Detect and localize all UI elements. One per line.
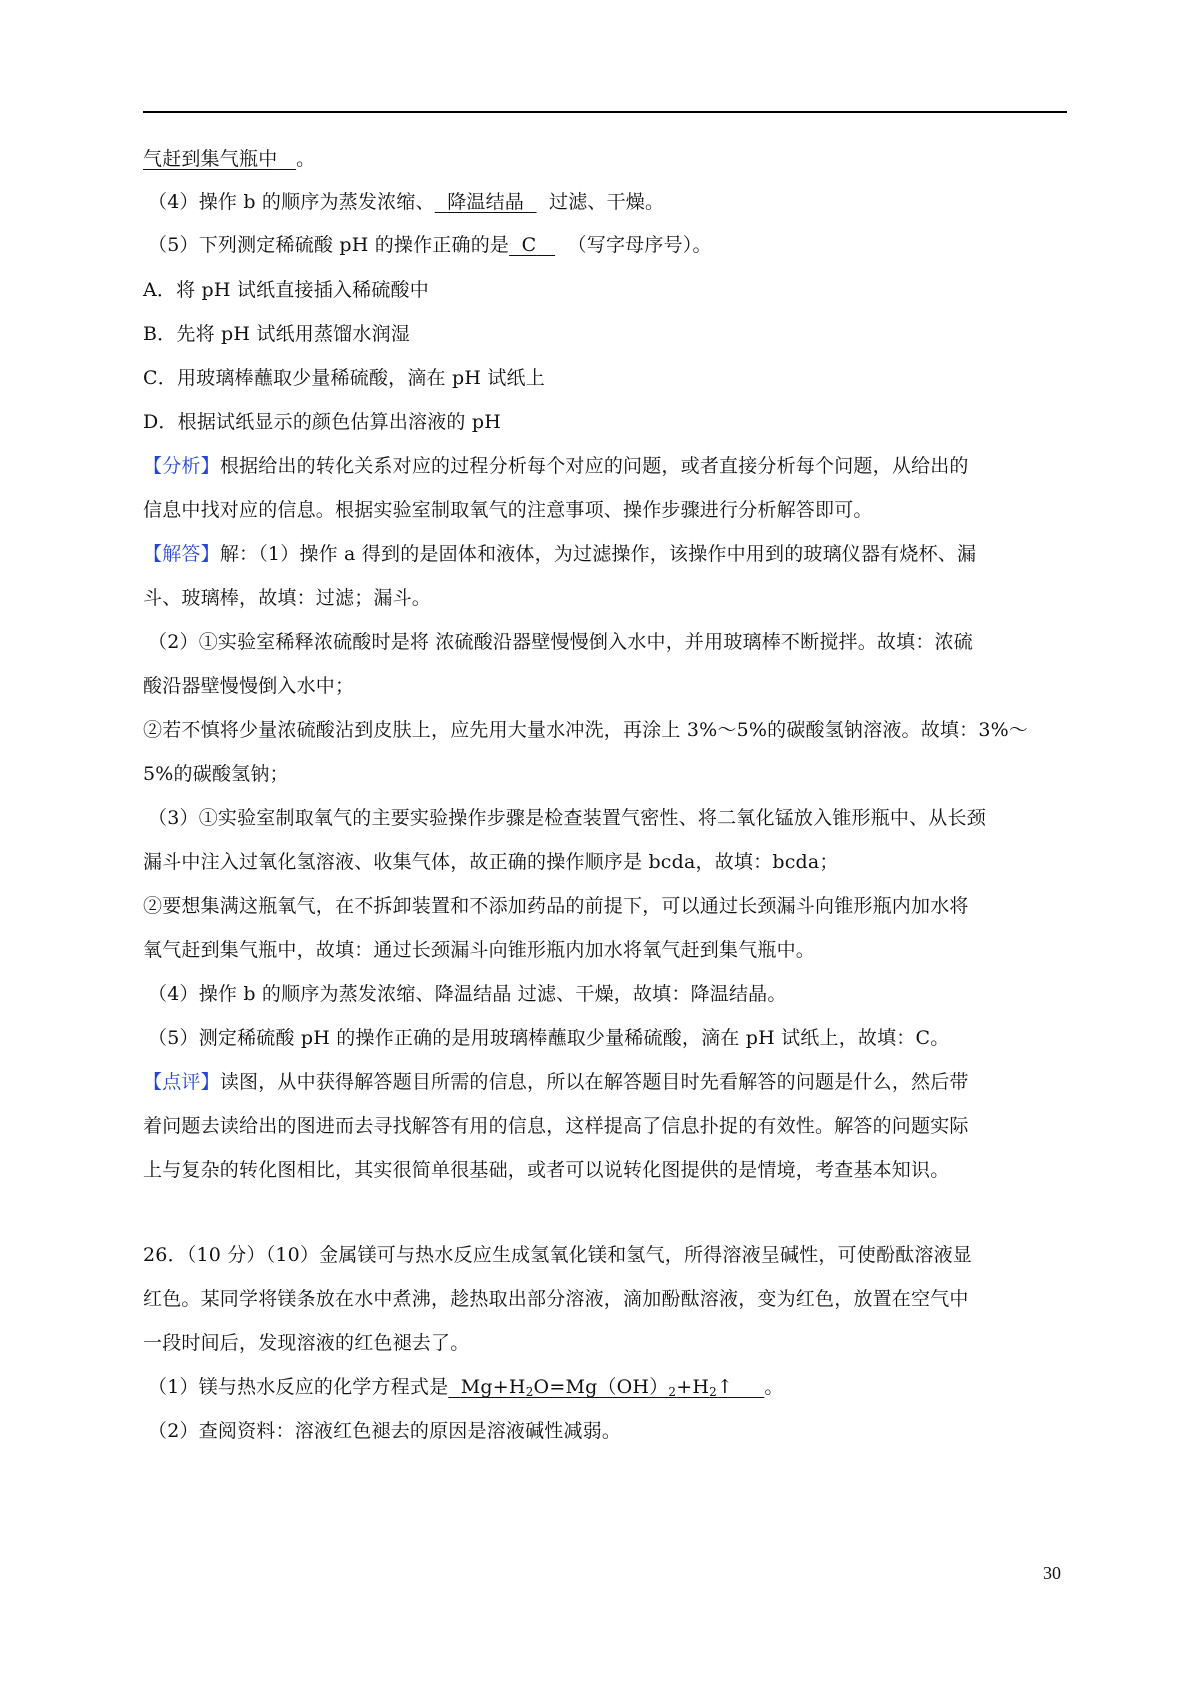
solution-line: （2）①实验室稀释浓硫酸时是将 浓硫酸沿器壁慢慢倒入水中，并用玻璃棒不断搅拌。故填：浓硫 bbox=[148, 631, 973, 653]
question-26-line: 26．（10 分）（10）金属镁可与热水反应生成氢氧化镁和氢气，所得溶液呈碱性，可使酚酞溶液显 bbox=[143, 1244, 972, 1266]
analysis-line-1: 【分析】根据给出的转化关系对应的过程分析每个对应的问题，或者直接分析每个问题，从给出的 bbox=[143, 455, 969, 477]
answer-blank: 气赶到集气瓶中 bbox=[143, 148, 278, 170]
solution-line: 酸沿器壁慢慢倒入水中； bbox=[143, 675, 355, 697]
question-26-sub-1: （1）镁与热水反应的化学方程式是 $Mg+H_2O=Mg(OH)_2+H_2↑$ 。 bbox=[148, 1376, 784, 1399]
solution-line: 漏斗中注入过氧化氢溶液、收集气体，故正确的操作顺序是 bcda，故填：bcda； bbox=[143, 851, 839, 873]
option-b: B．先将 pH 试纸用蒸馏水润湿 bbox=[143, 323, 410, 345]
solution-line-1: 【解答】解：（1）操作 a 得到的是固体和液体，为过滤操作，该操作中用到的玻璃仪器有烧杯、漏 bbox=[143, 543, 977, 565]
solution-line: ②若不慎将少量浓硫酸沾到皮肤上，应先用大量水冲洗，再涂上 3%～5%的碳酸氢钠溶液。故填：3%～ bbox=[143, 719, 1029, 741]
comment-line: 上与复杂的转化图相比，其实很简单很基础，或者可以说转化图提供的是情境，考查基本知识。 bbox=[143, 1159, 950, 1181]
solution-line: 5%的碳酸氢钠； bbox=[143, 763, 289, 785]
answer-blank: 降温结晶 bbox=[447, 191, 525, 213]
header-rule bbox=[143, 111, 1067, 113]
option-d: D．根据试纸显示的颜色估算出溶液的 pH bbox=[143, 411, 502, 433]
question-4: （4）操作 b 的顺序为蒸发浓缩、 降温结晶 过滤、干燥。 bbox=[148, 191, 665, 213]
option-a: A．将 pH 试纸直接插入稀硫酸中 bbox=[143, 279, 429, 301]
page-number: 30 bbox=[1043, 1563, 1061, 1583]
solution-line: （5）测定稀硫酸 pH 的操作正确的是用玻璃棒蘸取少量稀硫酸，滴在 pH 试纸上，故填：C。 bbox=[148, 1027, 950, 1049]
question-26-line: 红色。某同学将镁条放在水中煮沸，趁热取出部分溶液，滴加酚酞溶液，变为红色，放置在空气中 bbox=[143, 1288, 969, 1310]
equation-blank: $Mg+H_2O=Mg(OH)_2+H_2↑$ bbox=[460, 1376, 734, 1399]
question-26-sub-2: （2）查阅资料：溶液红色褪去的原因是溶液碱性减弱。 bbox=[148, 1420, 622, 1442]
comment-line: 着问题去读给出的图进而去寻找解答有用的信息，这样提高了信息扑捉的有效性。解答的问题实际 bbox=[143, 1115, 969, 1137]
solution-line: （4）操作 b 的顺序为蒸发浓缩、降温结晶 过滤、干燥，故填：降温结晶。 bbox=[148, 983, 787, 1005]
analysis-line-2: 信息中找对应的信息。根据实验室制取氧气的注意事项、操作步骤进行分析解答即可。 bbox=[143, 499, 873, 521]
answer-blank: C bbox=[521, 234, 537, 256]
continuation-line: 气赶到集气瓶中 。 bbox=[143, 148, 316, 170]
question-26-line: 一段时间后，发现溶液的红色褪去了。 bbox=[143, 1332, 470, 1354]
solution-tag: 【解答】 bbox=[143, 543, 220, 565]
solution-line: 氧气赶到集气瓶中，故填：通过长颈漏斗向锥形瓶内加水将氧气赶到集气瓶中。 bbox=[143, 939, 816, 961]
solution-line: ②要想集满这瓶氧气，在不拆卸装置和不添加药品的前提下，可以通过长颈漏斗向锥形瓶内加水将 bbox=[143, 895, 969, 917]
solution-line: （3）①实验室制取氧气的主要实验操作步骤是检查装置气密性、将二氧化锰放入锥形瓶中、从长颈 bbox=[148, 807, 986, 829]
comment-line-1: 【点评】读图，从中获得解答题目所需的信息，所以在解答题目时先看解答的问题是什么，然后带 bbox=[143, 1071, 969, 1093]
option-c: C．用玻璃棒蘸取少量稀硫酸，滴在 pH 试纸上 bbox=[143, 367, 545, 389]
solution-line: 斗、玻璃棒，故填：过滤；漏斗。 bbox=[143, 587, 432, 609]
comment-tag: 【点评】 bbox=[143, 1071, 220, 1093]
question-5: （5）下列测定稀硫酸 pH 的操作正确的是 C （写字母序号）。 bbox=[148, 234, 712, 256]
analysis-tag: 【分析】 bbox=[143, 455, 220, 477]
